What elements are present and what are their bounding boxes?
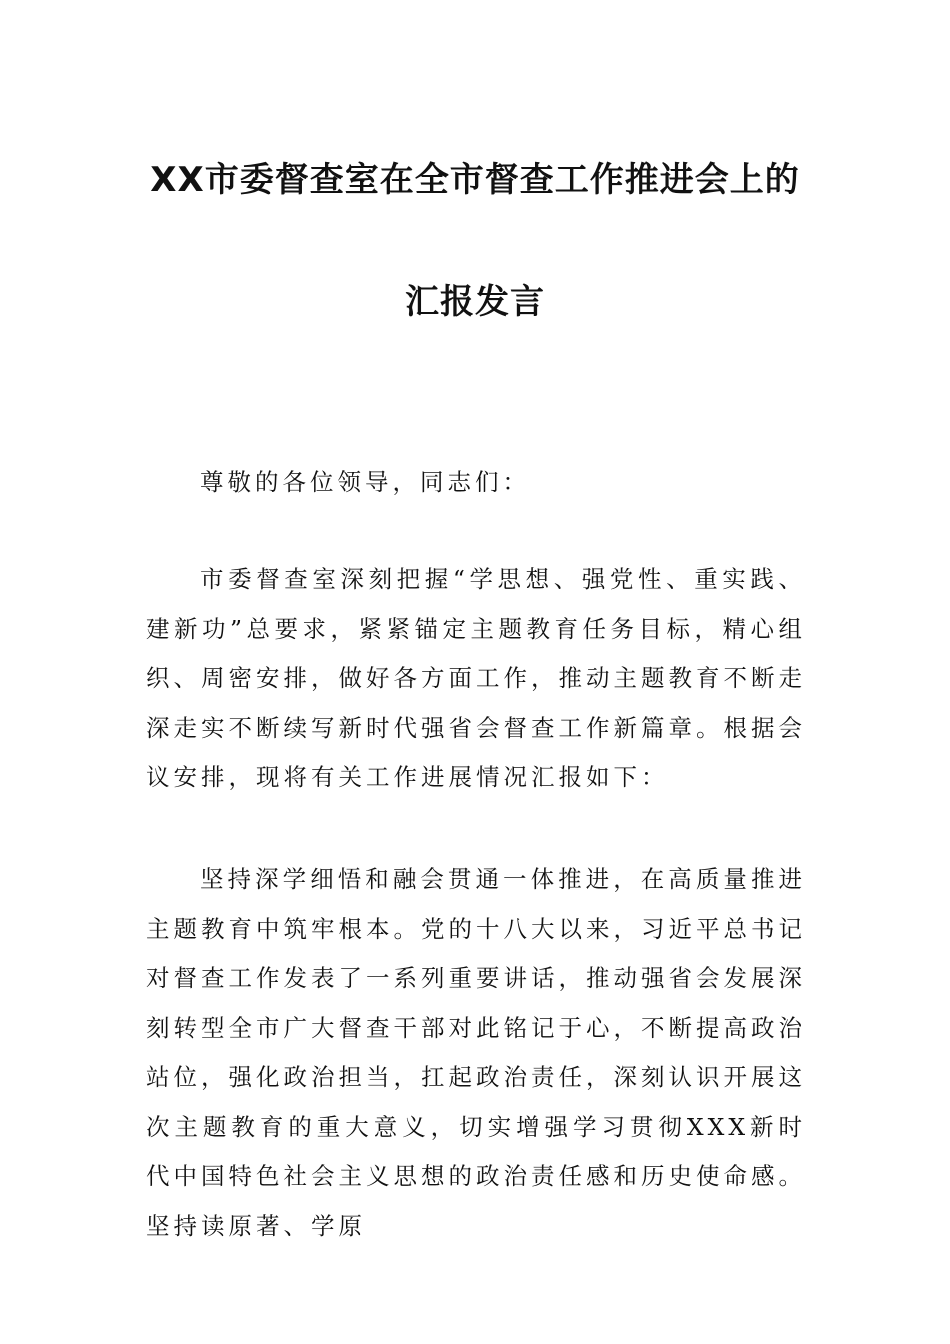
paragraph-2: 坚持深学细悟和融会贯通一体推进，在高质量推进主题教育中筑牢根本。党的十八大以来，习近平总书记对督查工作发表了一系列重要讲话，推动强省会发展深刻转型全市广大督查干部对此铭记于心，不断提高政治站位，强化政治担当，扛起政治责任，深刻认识开展这次主题教育的重大意义，切实增强学习贯彻XXX新时代中国特色社会主义思想的政治责任感和历史使命感。坚持读原著、学原 — [146, 865, 806, 1240]
document-title-line-2: 汇报发言 — [405, 282, 545, 322]
paragraph-1: 市委督查室深刻把握“学思想、强党性、重实践、建新功”总要求，紧紧锚定主题教育任务目标，精心组织、周密安排，做好各方面工作，推动主题教育不断走深走实不断续写新时代强省会督查工作新篇章。根据会议安排，现将有关工作进展情况汇报如下： — [146, 565, 806, 791]
document-title-line-1: XX市委督查室在全市督查工作推进会上的 — [150, 160, 800, 200]
greeting: 尊敬的各位领导，同志们： — [200, 468, 530, 496]
